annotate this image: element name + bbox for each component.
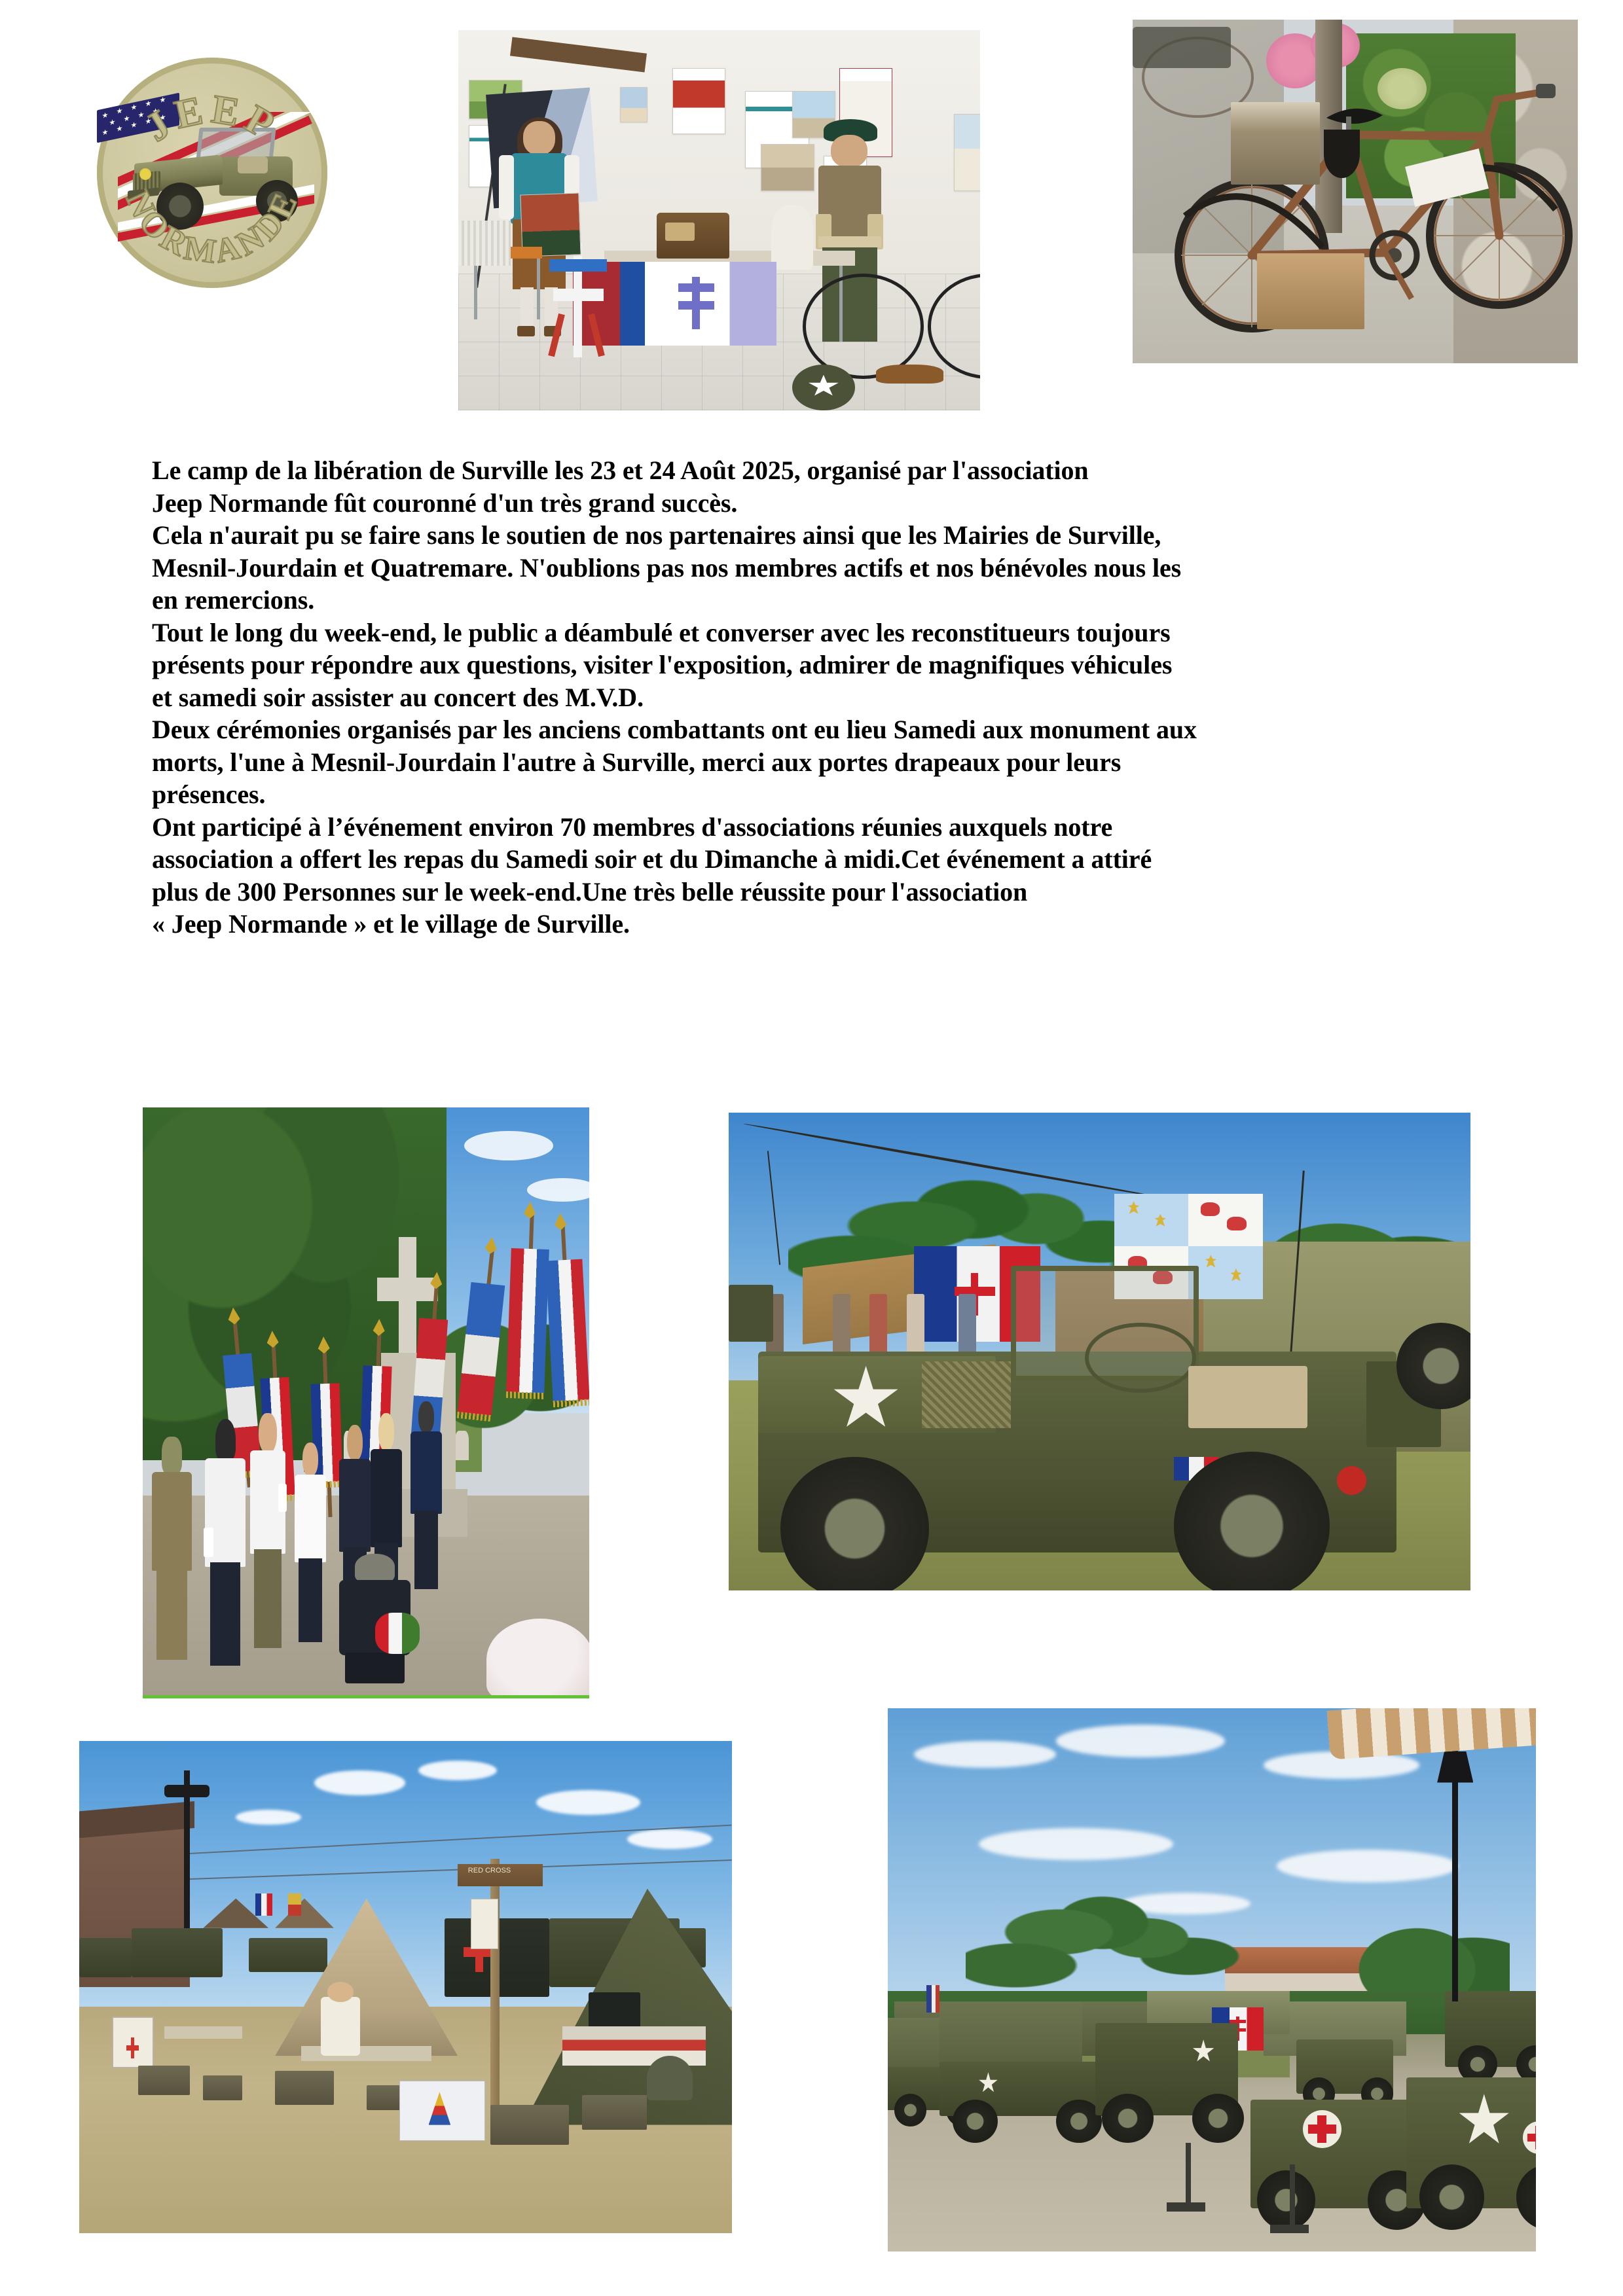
flag-banner-7 bbox=[506, 1248, 549, 1393]
logo-arched-text bbox=[97, 58, 327, 288]
street-lamp-icon bbox=[184, 1770, 191, 1948]
memorial-wreath bbox=[375, 1613, 420, 1654]
foreground-head bbox=[486, 1619, 589, 1698]
motorcycle-saddle bbox=[876, 365, 944, 384]
article-line-3: Cela n'aurait pu se faire sans le soutien de nos partenaires ainsi que les Mairies de Surville, bbox=[152, 520, 1161, 550]
red-cross-sign-text: RED CROSS bbox=[467, 1867, 511, 1875]
wooden-crate-upper bbox=[1231, 102, 1320, 185]
article-line-9: Deux cérémonies organisés par les anciens combattants ont eu lieu Samedi aux monument aux bbox=[152, 715, 1197, 744]
pinup-poster bbox=[471, 1899, 498, 1949]
article-line-11: présences. bbox=[152, 780, 266, 809]
photo-vehicle-convoy bbox=[888, 1708, 1536, 2251]
article-line-15: « Jeep Normande » et le village de Surville. bbox=[152, 909, 630, 939]
article-line-10: morts, l'une à Mesnil-Jourdain l'autre à Surville, merci aux portes drapeaux pour leurs bbox=[152, 747, 1122, 777]
jeep-rear-wheel bbox=[1174, 1452, 1330, 1590]
us-flag-bunting bbox=[562, 2026, 706, 2066]
first-aid-sign bbox=[112, 2017, 154, 2068]
article-line-8: et samedi soir assister au concert des M.V.D. bbox=[152, 682, 644, 712]
article-line-4: Mesnil-Jourdain et Quatremare. N'oublions pas nos membres actifs et nos bénévoles nous les bbox=[152, 552, 1182, 583]
attendee-3 bbox=[410, 1401, 442, 1589]
red-cross-sign bbox=[458, 1864, 543, 1886]
article-text bbox=[152, 454, 1481, 941]
article-line-2: Jeep Normande fût couronné d'un très grand succès. bbox=[152, 488, 738, 518]
plaster-bust bbox=[771, 205, 813, 270]
article-line-1: Le camp de la libération de Surville les 23 et 24 Août 2025, organisé par l'association bbox=[152, 456, 1089, 485]
photo-expo-room bbox=[458, 30, 980, 410]
tail-light-icon bbox=[1337, 1466, 1366, 1495]
photo-ceremony-monument bbox=[143, 1107, 589, 1698]
covered-truck-2 bbox=[939, 2001, 1082, 2067]
field-lamp bbox=[647, 2056, 693, 2100]
photo-camp-tents bbox=[79, 1741, 732, 2233]
photo-old-bicycle bbox=[1133, 20, 1578, 363]
svg-text:JEEP bbox=[137, 87, 285, 151]
red-cross-icon bbox=[1303, 2110, 1341, 2148]
canvas-pack bbox=[1188, 1366, 1307, 1428]
jeep-normande-logo bbox=[92, 22, 334, 315]
flag-banner-8 bbox=[545, 1259, 589, 1402]
article-line-5: en remercions. bbox=[152, 585, 315, 615]
article-line-6: Tout le long du week-end, le public a déambulé et converser avec les reconstitueurs toujours bbox=[152, 617, 1171, 647]
leather-saddle-bag bbox=[1324, 130, 1359, 178]
reenactor-soldier bbox=[152, 1437, 192, 1660]
hell-on-wheels-sign bbox=[399, 2081, 486, 2141]
lorraine-cross-stand bbox=[547, 243, 610, 357]
svg-text:NORMANDE bbox=[119, 185, 306, 271]
flag-bearer-2 bbox=[250, 1413, 286, 1648]
usa-star-drum bbox=[792, 365, 855, 410]
article-line-12: Ont participé à l’événement environ 70 membres d'associations réunies auxquels notre bbox=[152, 812, 1113, 842]
article-line-14: plus de 300 Personnes sur le week-end.Une très belle réussite pour l'association bbox=[152, 876, 1028, 906]
logo-top-text: JEEP bbox=[137, 86, 286, 151]
flag-bearer-1 bbox=[205, 1419, 245, 1666]
logo-bottom-text: NORMANDE bbox=[118, 185, 306, 272]
vintage-radio bbox=[657, 213, 730, 259]
photo-jeep-camp bbox=[729, 1113, 1470, 1590]
free-french-flag bbox=[620, 262, 776, 346]
camouflage-net bbox=[922, 1361, 1011, 1428]
article-line-7: présents pour répondre aux questions, visiter l'exposition, admirer de magnifiques véhicules bbox=[152, 650, 1173, 679]
medic-reenactor bbox=[321, 1997, 360, 2056]
child-flag-bearer bbox=[295, 1443, 326, 1642]
wooden-crate-lower bbox=[1257, 253, 1364, 329]
jeep-front-wheel bbox=[780, 1457, 929, 1590]
typewriter bbox=[589, 1992, 641, 2027]
signpost bbox=[490, 1859, 500, 2115]
street-lamp-icon bbox=[1452, 1741, 1458, 2001]
article-line-13: association a offert les repas du Samedi soir et du Dimanche à midi.Cet événement a attiré bbox=[152, 844, 1152, 874]
us-flag-small bbox=[926, 1985, 939, 2013]
steering-wheel-icon bbox=[1085, 1323, 1197, 1393]
